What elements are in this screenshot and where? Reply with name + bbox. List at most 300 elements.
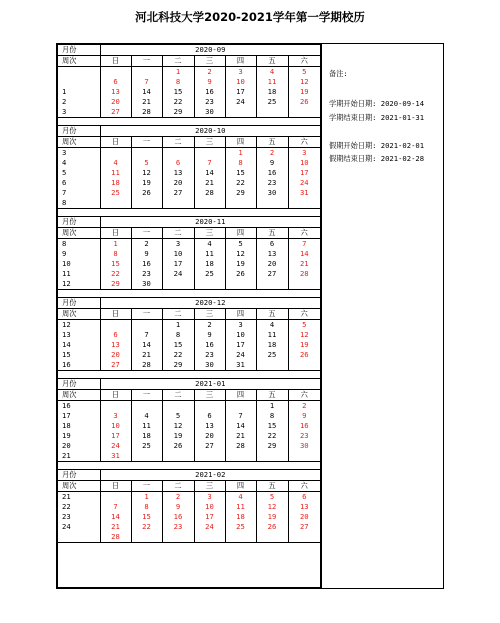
day-cell: 30 [194,107,225,118]
day-cell: 29 [162,360,194,371]
day-cell: 17 [162,259,194,269]
week-row [58,97,320,107]
week-row [58,320,320,331]
day-cell: 15 [162,340,194,350]
weekday-cell: 六 [288,309,320,320]
weekday-cell: 四 [225,309,256,320]
week-number [58,77,100,87]
week-number: 22 [62,502,71,511]
day-cell [100,198,131,209]
day-cell: 30 [256,188,288,198]
weekday-cell: 五 [256,309,288,320]
week-row [58,492,320,503]
day-cell: 31 [288,188,320,198]
day-cell: 6 [162,158,194,168]
day-cell: 17 [225,87,256,97]
day-cell: 28 [194,188,225,198]
day-cell: 7 [194,158,225,168]
day-cell: 21 [225,431,256,441]
weekday-cell: 日 [100,228,131,239]
day-cell: 5 [162,411,194,421]
day-cell [288,360,320,371]
day-cell: 25 [100,188,131,198]
weekday-cell: 三 [194,137,225,148]
day-cell: 15 [100,259,131,269]
day-cell [100,401,131,412]
day-cell: 24 [225,97,256,107]
day-cell [288,198,320,209]
month-name: 2020-11 [100,217,320,228]
day-cell: 3 [225,67,256,78]
day-cell: 12 [225,249,256,259]
day-cell: 4 [194,239,225,250]
day-cell: 28 [100,532,131,543]
month-label: 月份 [58,298,100,309]
day-cell: 23 [194,350,225,360]
day-cell [256,198,288,209]
week-number: 1 [62,87,67,96]
day-cell: 9 [162,502,194,512]
day-cell: 22 [225,178,256,188]
weekday-cell: 二 [162,390,194,401]
week-number: 10 [62,259,71,268]
week-row [58,350,320,360]
weekday-row [58,56,320,67]
weekday-cell: 三 [194,309,225,320]
semester-start: 学期开始日期: 2020-09-14 [329,99,425,108]
day-cell [225,451,256,462]
day-cell [131,451,162,462]
day-cell: 11 [256,330,288,340]
day-cell: 8 [162,77,194,87]
day-cell: 27 [288,522,320,532]
weekday-row [58,137,320,148]
weekday-cell: 四 [225,56,256,67]
day-cell: 6 [194,411,225,421]
month-header-row [58,379,320,390]
holiday-end: 假期结束日期: 2021-02-28 [329,154,425,163]
day-cell: 6 [100,330,131,340]
week-label: 周次 [58,309,100,320]
day-cell: 23 [194,97,225,107]
day-cell: 13 [100,340,131,350]
day-cell: 7 [131,330,162,340]
day-cell: 17 [288,168,320,178]
day-cell: 1 [162,320,194,331]
week-row [58,512,320,522]
day-cell: 19 [288,87,320,97]
day-cell: 16 [194,340,225,350]
day-cell: 2 [194,67,225,78]
month-name: 2021-01 [100,379,320,390]
day-cell: 26 [288,97,320,107]
weekday-cell: 日 [100,481,131,492]
spacer-cell [58,209,320,217]
month-header-row [58,217,320,228]
week-row [58,259,320,269]
week-row [58,178,320,188]
weekday-cell: 四 [225,481,256,492]
spacer-cell [58,371,320,379]
day-cell: 12 [131,168,162,178]
day-cell: 1 [100,239,131,250]
day-cell: 29 [256,441,288,451]
day-cell: 16 [194,87,225,97]
day-cell [131,320,162,331]
week-number: 3 [58,107,100,118]
day-cell [162,532,194,543]
day-cell: 17 [194,512,225,522]
day-cell: 6 [100,77,131,87]
week-row [58,107,320,118]
week-row [58,441,320,451]
weekday-cell: 六 [288,228,320,239]
weekday-cell: 五 [256,228,288,239]
weekday-cell: 六 [288,137,320,148]
weekday-cell: 日 [100,309,131,320]
week-number: 11 [62,269,71,278]
weekday-cell: 一 [131,481,162,492]
day-cell: 24 [288,178,320,188]
day-cell: 22 [100,269,131,279]
notes-panel [322,43,444,589]
week-number: 16 [58,360,100,371]
week-number: 12 [58,279,100,290]
day-cell [162,401,194,412]
day-cell [256,279,288,290]
calendar-grid [56,43,322,589]
day-cell: 4 [225,492,256,503]
week-number: 2 [62,97,67,106]
month-spacer [58,462,320,470]
day-cell: 14 [288,249,320,259]
day-cell [194,148,225,159]
day-cell: 14 [131,340,162,350]
month-label: 月份 [58,470,100,481]
day-cell: 3 [100,411,131,421]
week-row [58,279,320,290]
week-number: 7 [62,188,67,197]
week-row [58,87,320,97]
weekday-cell: 六 [288,56,320,67]
week-number [58,532,100,543]
day-cell: 30 [131,279,162,290]
day-cell: 15 [256,421,288,431]
day-cell: 7 [100,502,131,512]
day-cell: 16 [131,259,162,269]
day-cell: 31 [100,451,131,462]
week-row [58,188,320,198]
week-number: 24 [62,522,71,531]
week-label: 周次 [58,137,100,148]
week-number: 19 [62,431,71,440]
month-label: 月份 [58,45,100,56]
day-cell: 28 [225,441,256,451]
weekday-cell: 三 [194,56,225,67]
day-cell: 9 [256,158,288,168]
day-cell: 8 [100,249,131,259]
weekday-cell: 三 [194,390,225,401]
day-cell [256,360,288,371]
week-row [58,401,320,412]
week-row [58,451,320,462]
day-cell: 13 [162,168,194,178]
day-cell: 29 [162,107,194,118]
day-cell: 24 [194,522,225,532]
day-cell: 9 [194,330,225,340]
week-label: 周次 [58,56,100,67]
day-cell [194,451,225,462]
day-cell: 4 [100,158,131,168]
day-cell: 8 [256,411,288,421]
week-row [58,532,320,543]
day-cell: 5 [288,67,320,78]
day-cell: 1 [131,492,162,503]
day-cell: 18 [194,259,225,269]
week-number: 8 [58,198,100,209]
day-cell: 2 [194,320,225,331]
month-spacer [58,118,320,126]
day-cell: 13 [194,421,225,431]
week-row [58,148,320,159]
day-cell: 7 [288,239,320,250]
day-cell: 12 [162,421,194,431]
day-cell: 23 [256,178,288,188]
day-cell: 19 [256,512,288,522]
week-number [58,67,100,78]
day-cell [100,148,131,159]
day-cell: 24 [100,441,131,451]
week-row [58,168,320,178]
day-cell [162,279,194,290]
week-number: 20 [62,441,71,450]
day-cell: 10 [162,249,194,259]
day-cell [225,107,256,118]
day-cell: 3 [194,492,225,503]
weekday-row [58,481,320,492]
day-cell [288,451,320,462]
week-row [58,522,320,532]
day-cell [162,198,194,209]
day-cell: 22 [256,431,288,441]
week-row [58,198,320,209]
weekday-cell: 六 [288,390,320,401]
day-cell: 24 [225,350,256,360]
week-label: 周次 [58,228,100,239]
weekday-cell: 五 [256,390,288,401]
day-cell: 27 [100,360,131,371]
day-cell: 7 [131,77,162,87]
week-row [58,330,320,340]
day-cell: 10 [100,421,131,431]
day-cell: 22 [162,97,194,107]
week-number: 23 [62,512,71,521]
weekday-cell: 一 [131,390,162,401]
day-cell: 5 [256,492,288,503]
week-row [58,502,320,512]
day-cell [225,532,256,543]
day-cell: 5 [131,158,162,168]
week-number: 13 [62,330,71,339]
day-cell: 14 [225,421,256,431]
day-cell: 2 [162,492,194,503]
day-cell: 27 [194,441,225,451]
day-cell: 24 [162,269,194,279]
day-cell: 27 [256,269,288,279]
day-cell [131,67,162,78]
weekday-cell: 日 [100,137,131,148]
week-row [58,431,320,441]
weekday-cell: 日 [100,56,131,67]
day-cell: 18 [100,178,131,188]
week-number: 14 [62,340,71,349]
week-number: 17 [62,411,71,420]
day-cell: 3 [225,320,256,331]
day-cell: 29 [100,279,131,290]
day-cell: 15 [131,512,162,522]
day-cell: 12 [256,502,288,512]
day-cell: 9 [288,411,320,421]
day-cell [131,532,162,543]
day-cell: 4 [131,411,162,421]
day-cell: 17 [100,431,131,441]
day-cell: 15 [162,87,194,97]
month-name: 2021-02 [100,470,320,481]
day-cell: 22 [162,350,194,360]
day-cell: 31 [225,360,256,371]
month-header-row [58,45,320,56]
day-cell: 21 [131,97,162,107]
day-cell: 15 [225,168,256,178]
week-row [58,411,320,421]
day-cell: 5 [288,320,320,331]
week-number: 5 [62,168,67,177]
day-cell: 20 [256,259,288,269]
weekday-cell: 四 [225,390,256,401]
week-number: 18 [62,421,71,430]
day-cell: 8 [225,158,256,168]
week-row [58,67,320,78]
day-cell: 14 [194,168,225,178]
day-cell [256,532,288,543]
week-number: 6 [62,178,67,187]
day-cell: 8 [131,502,162,512]
day-cell: 11 [256,77,288,87]
day-cell: 30 [288,441,320,451]
weekday-row [58,228,320,239]
day-cell: 11 [194,249,225,259]
week-row [58,360,320,371]
remark-label: 备注: [329,69,348,78]
day-cell: 26 [225,269,256,279]
month-label: 月份 [58,379,100,390]
weekday-row [58,390,320,401]
day-cell: 19 [225,259,256,269]
day-cell: 6 [256,239,288,250]
day-cell: 20 [100,97,131,107]
day-cell: 23 [131,269,162,279]
day-cell: 2 [288,401,320,412]
week-number: 8 [62,239,67,248]
holiday-start: 假期开始日期: 2021-02-01 [329,141,425,150]
week-row [58,340,320,350]
week-number: 12 [62,320,71,329]
day-cell [162,451,194,462]
weekday-cell: 三 [194,228,225,239]
day-cell: 1 [162,67,194,78]
weekday-cell: 一 [131,56,162,67]
week-row [58,269,320,279]
day-cell: 26 [131,188,162,198]
day-cell [162,148,194,159]
weekday-cell: 一 [131,137,162,148]
weekday-cell: 二 [162,481,194,492]
day-cell: 26 [256,522,288,532]
day-cell: 20 [100,350,131,360]
day-cell: 20 [162,178,194,188]
page-title: 河北科技大学2020-2021学年第一学期校历 [135,10,365,24]
weekday-cell: 二 [162,228,194,239]
day-cell [288,279,320,290]
day-cell: 28 [131,107,162,118]
day-cell [225,198,256,209]
weekday-cell: 一 [131,309,162,320]
month-name: 2020-09 [100,45,320,56]
day-cell: 10 [288,158,320,168]
month-spacer [58,290,320,298]
weekday-cell: 二 [162,56,194,67]
day-cell [288,532,320,543]
month-spacer [58,209,320,217]
week-row [58,158,320,168]
day-cell: 28 [288,269,320,279]
month-header-row [58,298,320,309]
week-number: 21 [62,492,71,501]
weekday-cell: 二 [162,137,194,148]
day-cell: 25 [194,269,225,279]
calendar-table [58,45,320,543]
day-cell: 27 [100,107,131,118]
day-cell: 19 [288,340,320,350]
day-cell: 30 [194,360,225,371]
weekday-cell: 一 [131,228,162,239]
day-cell: 14 [131,87,162,97]
day-cell [194,532,225,543]
day-cell [100,67,131,78]
week-number: 9 [62,249,67,258]
day-cell: 1 [256,401,288,412]
day-cell: 20 [194,431,225,441]
week-row [58,421,320,431]
day-cell: 18 [256,87,288,97]
day-cell: 10 [225,77,256,87]
weekday-cell: 日 [100,390,131,401]
day-cell: 16 [256,168,288,178]
day-cell: 9 [194,77,225,87]
day-cell: 8 [162,330,194,340]
day-cell: 21 [100,522,131,532]
day-cell: 4 [256,67,288,78]
day-cell: 7 [225,411,256,421]
day-cell: 13 [288,502,320,512]
week-number: 15 [62,350,71,359]
day-cell: 14 [100,512,131,522]
day-cell [256,107,288,118]
day-cell [288,107,320,118]
weekday-row [58,309,320,320]
month-header-row [58,126,320,137]
day-cell: 19 [162,431,194,441]
